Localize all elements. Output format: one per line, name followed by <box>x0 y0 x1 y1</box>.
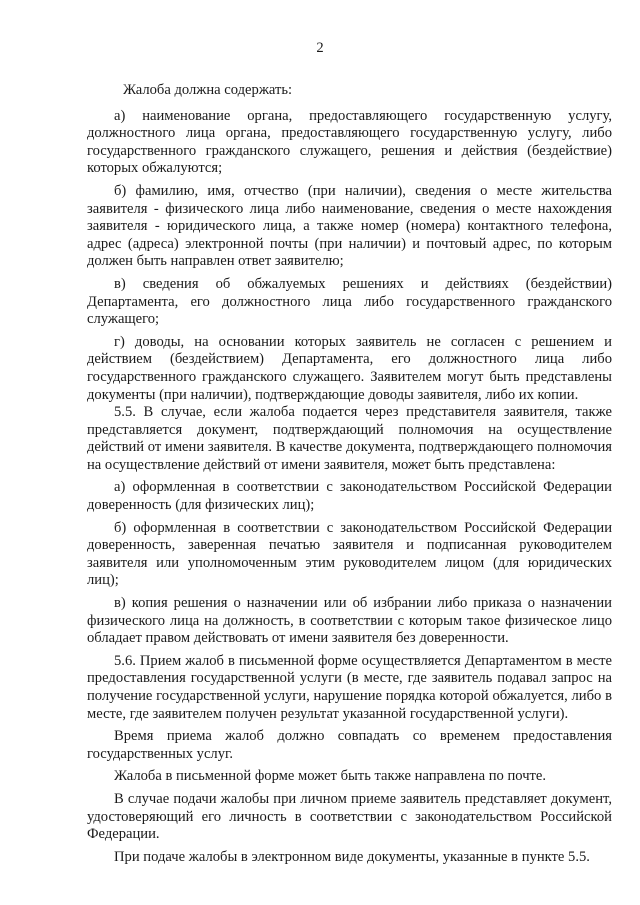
paragraph-item-g: г) доводы, на основании которых заявитель не согласен с решением и действием (бездействием) Департамента, его должностного лица либо государственного гражданского служащего. Заявителем могут быть представлены документы (при наличии), подтверждающие доводы заявителя, либо их копии. <box>87 333 612 403</box>
paragraph-postal-complaint: Жалоба в письменной форме может быть также направлена по почте. <box>114 768 547 785</box>
paragraph-item-v: в) сведения об обжалуемых решениях и действиях (бездействии) Департамента, его должностного лица либо государственного гражданского служащего; <box>87 275 612 328</box>
document-body <box>87 82 612 866</box>
paragraph-section-5-6: 5.6. Прием жалоб в письменной форме осуществляется Департаментом в месте предоставления государственной услуги (в месте, где заявитель подавал запрос на получение государственной услуги, нарушение порядка которой обжалуется, либо в месте, где заявителем получен результат указанной государственной услуги). <box>87 652 612 722</box>
paragraph-section-5-5: 5.5. В случае, если жалоба подается через представителя заявителя, также представляется документ, подтверждающий полномочия на осуществление действий от имени заявителя. В качестве документа, подтверждающего полномочия на осуществление действий от имени заявителя, может быть представлена: <box>87 404 612 473</box>
paragraph-5-5-item-b: б) оформленная в соответствии с законодательством Российской Федерации доверенность, заверенная печатью заявителя и подписанная руководителем заявителя или уполномоченным этим руководителем лицом (для юридических лиц); <box>87 519 612 589</box>
paragraph-reception-time: Время приема жалоб должно совпадать со временем предоставления государственных услуг. <box>87 728 612 762</box>
paragraph-5-5-item-a: а) оформленная в соответствии с законодательством Российской Федерации доверенность (для физических лиц); <box>87 479 612 514</box>
paragraph-electronic-submission: При подаче жалобы в электронном виде документы, указанные в пункте 5.5. <box>114 848 590 865</box>
paragraph-5-5-item-v: в) копия решения о назначении или об избрании либо приказа о назначении физического лица на должность, в соответствии с которым такое физическое лицо обладает правом действовать от имени заявителя без доверенности. <box>87 595 612 647</box>
paragraph-item-a: а) наименование органа, предоставляющего государственную услугу, должностного лица органа, предоставляющего государственную услугу, либо государственного гражданского служащего, решения и действия (бездействие) которых обжалуются; <box>87 107 612 177</box>
paragraph-personal-reception: В случае подачи жалобы при личном приеме заявитель представляет документ, удостоверяющий его личность в соответствии с законодательством Российской Федерации. <box>87 790 612 843</box>
page-number: 2 <box>316 40 324 56</box>
paragraph-item-b: б) фамилию, имя, отчество (при наличии), сведения о месте жительства заявителя - физического лица либо наименование, сведения о месте нахождения заявителя - юридического лица, а также номер (номера) контактного телефона, адрес (адреса) электронной почты (при наличии) и почтовый адрес, по которым должен быть направлен ответ заявителю; <box>87 182 612 270</box>
paragraph-complaint-intro: Жалоба должна содержать: <box>123 82 293 98</box>
